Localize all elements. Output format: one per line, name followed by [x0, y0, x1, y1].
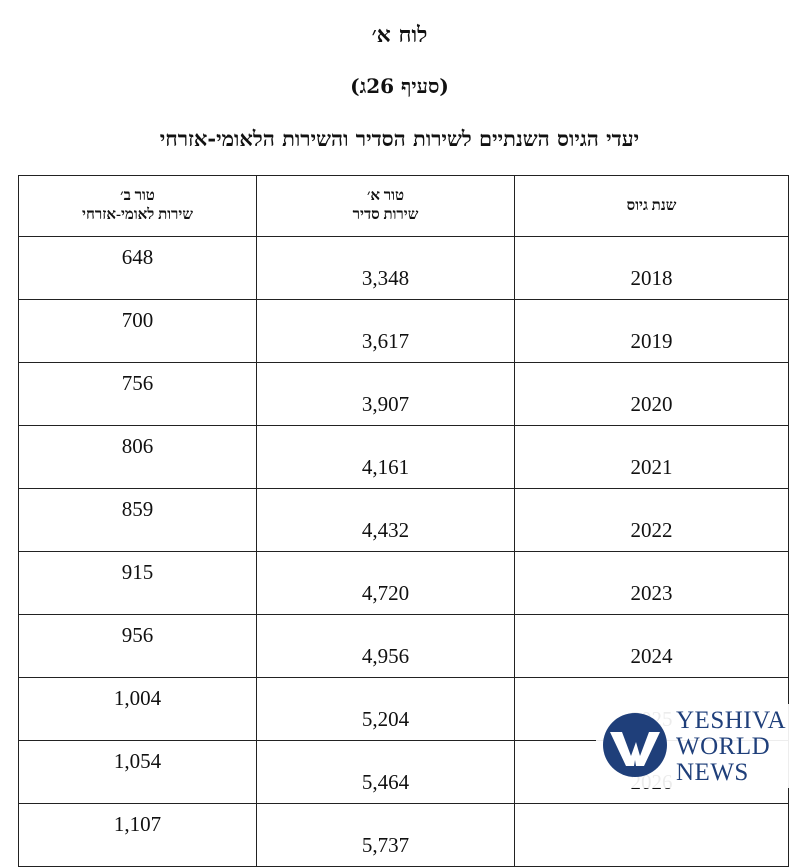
table-heading: יעדי הגיוס השנתיים לשירות הסדיר והשירות הלאומי-אזרחי	[159, 126, 640, 151]
year-cell: 2023	[515, 552, 789, 615]
header-column-a	[257, 176, 515, 237]
national-civil-service-cell: 1,004	[19, 678, 257, 741]
regular-service-cell: 3,348	[257, 237, 515, 300]
header-row	[19, 176, 789, 237]
regular-service-cell: 5,737	[257, 804, 515, 867]
regular-service-cell: 3,907	[257, 363, 515, 426]
year-cell: 2020	[515, 363, 789, 426]
header-column-a-title: טור א׳	[366, 188, 405, 204]
table-row	[19, 300, 789, 363]
watermark-text	[676, 708, 786, 786]
year-cell	[515, 804, 789, 867]
national-civil-service-cell: 859	[19, 489, 257, 552]
watermark-line-3: NEWS	[676, 759, 749, 786]
table-row	[19, 237, 789, 300]
table-row	[19, 489, 789, 552]
regular-service-cell: 5,204	[257, 678, 515, 741]
year-cell: 2019	[515, 300, 789, 363]
header-year	[515, 176, 789, 237]
year-cell: 2022	[515, 489, 789, 552]
regular-service-cell: 4,956	[257, 615, 515, 678]
national-civil-service-cell: 956	[19, 615, 257, 678]
national-civil-service-cell: 756	[19, 363, 257, 426]
table-row	[19, 804, 789, 867]
national-civil-service-cell: 806	[19, 426, 257, 489]
header-column-b	[19, 176, 257, 237]
national-civil-service-cell: 915	[19, 552, 257, 615]
national-civil-service-cell: 1,054	[19, 741, 257, 804]
regular-service-cell: 5,464	[257, 741, 515, 804]
header-year-label: שנת גיוס	[626, 197, 677, 214]
header-column-b-title: טור ב׳	[120, 188, 155, 204]
regular-service-cell: 4,432	[257, 489, 515, 552]
table-row	[19, 552, 789, 615]
year-cell: 2024	[515, 615, 789, 678]
year-cell: 2018	[515, 237, 789, 300]
table-row	[19, 426, 789, 489]
regular-service-cell: 4,720	[257, 552, 515, 615]
header-column-a-subtitle: שירות סדיר	[352, 207, 419, 223]
watermark	[596, 704, 796, 788]
yeshiva-world-news-logo-icon	[602, 712, 668, 778]
year-cell: 2021	[515, 426, 789, 489]
national-civil-service-cell: 648	[19, 237, 257, 300]
national-civil-service-cell: 1,107	[19, 804, 257, 867]
regular-service-cell: 4,161	[257, 426, 515, 489]
regular-service-cell: 3,617	[257, 300, 515, 363]
table-label: לוח א׳	[371, 22, 428, 48]
header-column-b-subtitle: שירות לאומי-אזרחי	[82, 207, 193, 223]
table-row	[19, 615, 789, 678]
watermark-line-1: YESHIVA	[676, 707, 786, 734]
table-row	[19, 363, 789, 426]
national-civil-service-cell: 700	[19, 300, 257, 363]
section-reference: (סעיף 26ג)	[350, 74, 449, 98]
watermark-line-2: WORLD	[676, 733, 771, 760]
